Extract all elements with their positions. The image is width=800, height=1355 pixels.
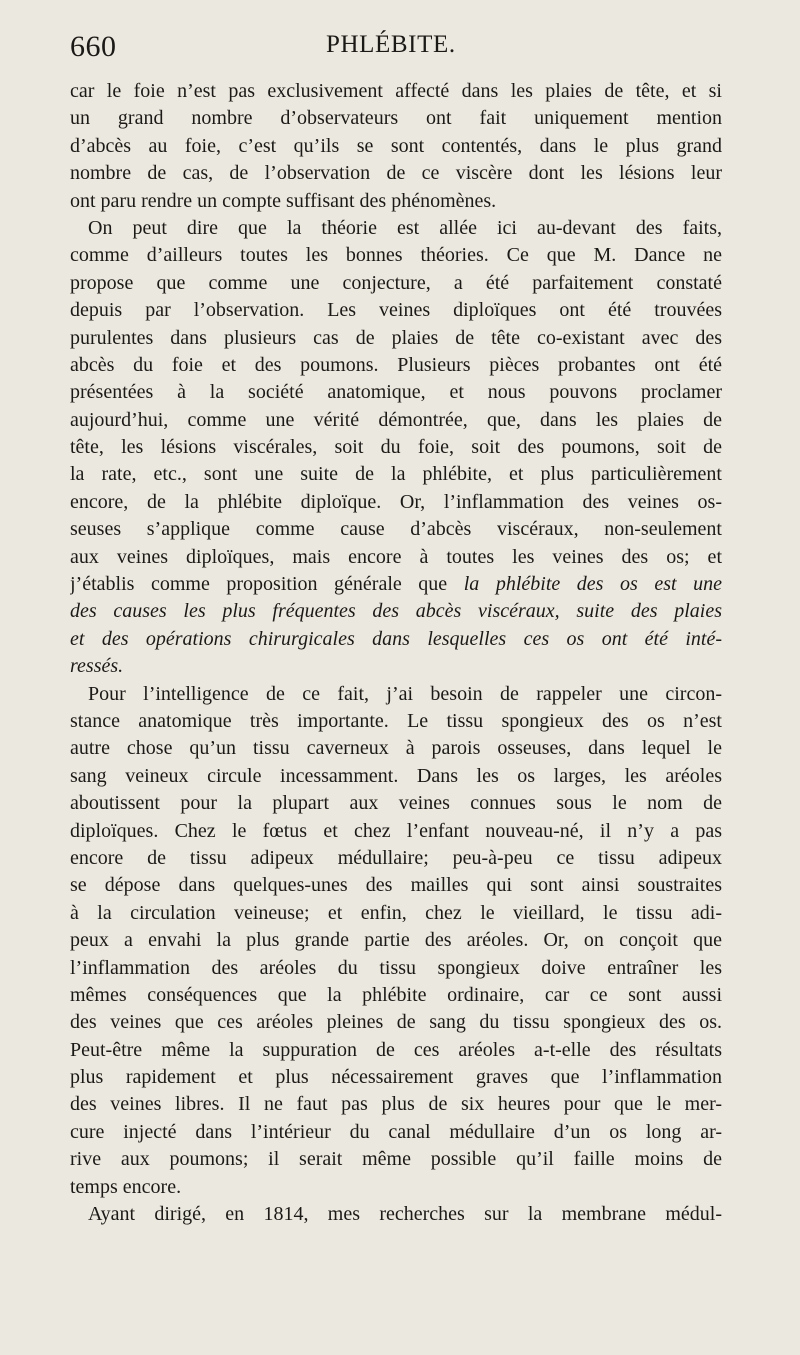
text-line [70,407,722,434]
body-text [70,78,722,1228]
text-segment: mêmes conséquences que la phlébite ordinaire, car ce sont aussi [70,983,722,1006]
text-segment: abcès du foie et des poumons. Plusieurs pièces probantes ont été [70,353,722,376]
text-segment: à la circulation veineuse; et enfin, chez le vieillard, le tissu adi- [70,901,722,924]
page-header [70,22,730,66]
text-segment: On peut dire que la théorie est allée ici au-devant des faits, [88,216,722,239]
text-segment: aboutissent pour la plupart aux veines connues sous le nom de [70,792,722,815]
text-segment: purulentes dans plusieurs cas de plaies de tête co-existant avec des [70,326,722,349]
text-line [70,735,722,762]
text-line [70,133,722,160]
text-segment: diploïques. Chez le fœtus et chez l’enfant nouveau-né, il n’y a pas [70,819,722,842]
text-segment: j’établis comme proposition générale que [70,573,464,596]
running-title: PHLÉBITE. [326,31,456,58]
text-segment: nombre de cas, de l’observation de ce viscère dont les lésions leur [70,162,722,185]
text-line [70,325,722,352]
text-line [70,297,722,324]
text-line [70,955,722,982]
text-segment: plus rapidement et plus nécessairement graves que l’inflammation [70,1066,722,1089]
text-line [70,516,722,543]
text-line [70,653,722,680]
text-segment: d’abcès au foie, c’est qu’ils se sont contentés, dans le plus grand [70,134,722,157]
italic-text-segment: et des opérations chirurgicales dans lesquelles ces os ont été inté- [70,627,722,650]
text-segment: cure injecté dans l’intérieur du canal médullaire d’un os long ar- [70,1120,722,1143]
text-line [70,1037,722,1064]
text-line [70,105,722,132]
text-line [70,379,722,406]
text-segment: la rate, etc., sont une suite de la phlébite, et plus particulièrement [70,463,722,486]
text-line [70,927,722,954]
text-segment: encore de tissu adipeux médullaire; peu-à-peu ce tissu adipeux [70,846,722,869]
text-line [70,242,722,269]
text-line [70,1064,722,1091]
text-line [70,982,722,1009]
text-line [70,598,722,625]
italic-text-segment: des causes les plus fréquentes des abcès viscéraux, suite des plaies [70,600,722,623]
italic-text-segment: ressés. [70,655,124,678]
text-line [70,818,722,845]
text-line [70,571,722,598]
text-segment: aux veines diploïques, mais encore à toutes les veines des os; et [70,545,722,568]
text-line [70,1174,722,1201]
text-segment: Ayant dirigé, en 1814, mes recherches sur la membrane médul- [88,1203,722,1226]
text-segment: présentées à la société anatomique, et nous pouvons proclamer [70,381,722,404]
text-segment: comme d’ailleurs toutes les bonnes théories. Ce que M. Dance ne [70,244,722,267]
italic-text-segment: la phlébite des os est une [463,573,722,596]
text-line [70,872,722,899]
text-segment: un grand nombre d’observateurs ont fait uniquement mention [70,107,722,130]
text-segment: ont paru rendre un compte suffisant des phénomènes. [70,189,497,212]
text-segment: des veines que ces aréoles pleines de sang du tissu spongieux des os. [70,1011,722,1034]
text-line [70,78,722,105]
text-line [70,1091,722,1118]
text-segment: temps encore. [70,1175,182,1198]
text-segment: tête, les lésions viscérales, soit du foie, soit des poumons, soit de [70,436,722,459]
text-segment: Pour l’intelligence de ce fait, j’ai besoin de rappeler une circon- [88,682,722,705]
text-line [70,1201,722,1228]
text-segment: autre chose qu’un tissu caverneux à parois osseuses, dans lequel le [70,737,722,760]
text-line [70,270,722,297]
text-line [70,708,722,735]
text-line [70,160,722,187]
text-line [70,215,722,242]
text-line [70,434,722,461]
text-line [70,790,722,817]
text-line [70,626,722,653]
text-segment: sang veineux circule incessamment. Dans les os larges, les aréoles [70,764,722,787]
text-segment: aujourd’hui, comme une vérité démontrée, que, dans les plaies de [70,408,722,431]
text-line [70,461,722,488]
text-line [70,763,722,790]
text-line [70,352,722,379]
text-line [70,1009,722,1036]
text-segment: Peut-être même la suppuration de ces aréoles a-t-elle des résultats [70,1038,722,1061]
text-segment: seuses s’applique comme cause d’abcès viscéraux, non-seulement [70,518,722,541]
text-segment: propose que comme une conjecture, a été parfaitement constaté [70,271,722,294]
text-line [70,1119,722,1146]
text-line [70,900,722,927]
page-number: 660 [70,30,117,63]
text-segment: peux a envahi la plus grande partie des aréoles. Or, on conçoit que [70,929,722,952]
text-segment: encore, de la phlébite diploïque. Or, l’inflammation des veines os- [70,490,722,513]
text-line [70,489,722,516]
text-segment: car le foie n’est pas exclusivement affecté dans les plaies de tête, et si [70,80,722,102]
text-segment: des veines libres. Il ne faut pas plus de six heures pour que le mer- [70,1093,722,1116]
text-line [70,681,722,708]
text-segment: l’inflammation des aréoles du tissu spongieux doive entraîner les [70,956,722,979]
text-line [70,845,722,872]
text-segment: depuis par l’observation. Les veines diploïques ont été trouvées [70,299,722,322]
text-segment: stance anatomique très importante. Le tissu spongieux des os n’est [70,709,722,732]
text-line [70,1146,722,1173]
text-line [70,544,722,571]
text-segment: se dépose dans quelques-unes des mailles qui sont ainsi soustraites [70,874,722,897]
text-segment: rive aux poumons; il serait même possible qu’il faille moins de [70,1148,722,1171]
text-line [70,188,722,215]
